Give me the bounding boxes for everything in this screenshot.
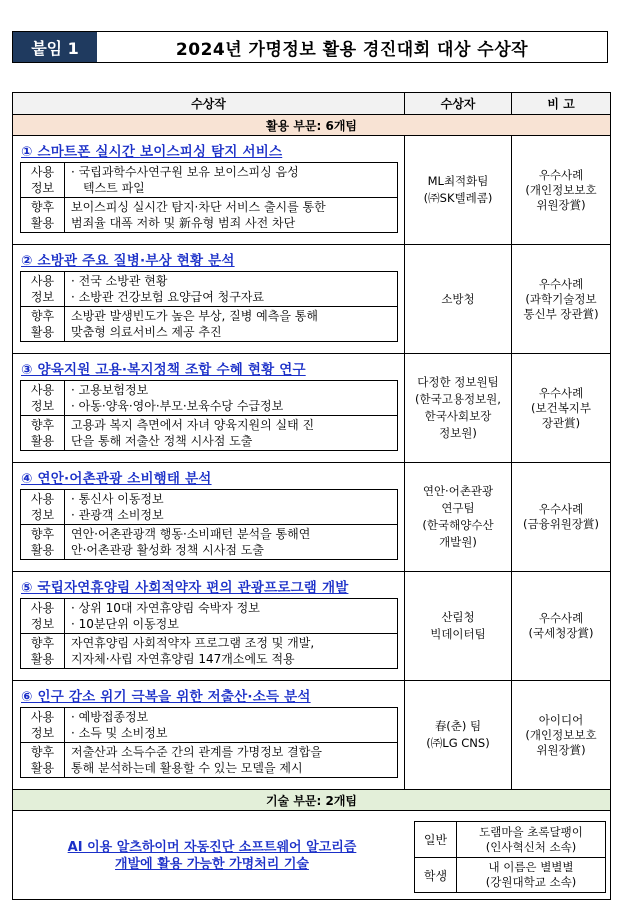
entry-note: 우수사례 (국세청장賞) bbox=[528, 611, 594, 640]
entry-winner: 春(춘) 팀 (㈜LG CNS) bbox=[405, 681, 512, 789]
data-section bbox=[21, 163, 397, 198]
plan-label: 향후 활용 bbox=[21, 198, 65, 232]
plan-label: 향후 활용 bbox=[21, 525, 65, 559]
data-text bbox=[65, 163, 397, 197]
data-item: · 상위 10대 자연휴양림 숙박자 정보 bbox=[71, 600, 391, 616]
data-item: · 소방관 건강보험 요양급여 청구자료 bbox=[71, 289, 391, 305]
data-section bbox=[21, 599, 397, 634]
data-item: · 소득 및 소비정보 bbox=[71, 725, 391, 741]
entry-detail-box bbox=[20, 598, 398, 669]
plan-line: 통해 분석하는데 활용할 수 있는 모델을 제시 bbox=[71, 761, 303, 775]
data-label: 사용 정보 bbox=[21, 490, 65, 524]
plan-line: 고용과 복지 측면에서 자녀 양육지원의 실태 진 bbox=[71, 418, 315, 432]
award-entry bbox=[13, 463, 610, 572]
entry-content bbox=[13, 354, 405, 462]
data-text bbox=[65, 599, 397, 633]
awards-table bbox=[12, 92, 611, 900]
data-text bbox=[65, 272, 397, 306]
data-section bbox=[21, 708, 397, 743]
data-item: · 국립과학수사연구원 보유 보이스피싱 음성 bbox=[71, 164, 391, 180]
entry-detail-box bbox=[20, 489, 398, 560]
plan-line: 보이스피싱 실시간 탐지·차단 서비스 출시를 통한 bbox=[71, 200, 326, 214]
award-entry bbox=[13, 572, 610, 681]
tech-entry-title: AI 이용 알츠하이머 자동진단 소프트웨어 알고리즘 개발에 활용 가능한 가명처리 기술 bbox=[67, 840, 357, 872]
attachment-tag: 붙임 1 bbox=[13, 32, 97, 62]
entry-detail-box bbox=[20, 707, 398, 778]
plan-text bbox=[65, 634, 397, 668]
data-label: 사용 정보 bbox=[21, 272, 65, 306]
award-row-student bbox=[415, 857, 605, 892]
data-section bbox=[21, 272, 397, 307]
plan-label: 향후 활용 bbox=[21, 416, 65, 450]
award-row-general bbox=[415, 822, 605, 857]
entry-title: ⑤ 국립자연휴양림 사회적약자 편의 관광프로그램 개발 bbox=[21, 580, 349, 596]
data-item: · 아동·양육·영아·부모·보육수당 수급정보 bbox=[71, 398, 391, 414]
data-text bbox=[65, 708, 397, 742]
plan-section bbox=[21, 416, 397, 450]
plan-section bbox=[21, 634, 397, 668]
data-item: · 10분단위 이동정보 bbox=[71, 616, 391, 632]
plan-line: 연안·어촌관광객 행동·소비패턴 분석을 통해연 bbox=[71, 527, 311, 541]
document-title-bar bbox=[12, 31, 608, 63]
data-label: 사용 정보 bbox=[21, 163, 65, 197]
award-winner: 내 이름은 별별별 (강원대학교 소속) bbox=[485, 860, 577, 889]
plan-label: 향후 활용 bbox=[21, 307, 65, 341]
document-title: 2024년 가명정보 활용 경진대회 대상 수상작 bbox=[175, 39, 529, 60]
data-label: 사용 정보 bbox=[21, 381, 65, 415]
plan-text bbox=[65, 743, 397, 777]
entry-note: 우수사례 (금융위원장賞) bbox=[522, 502, 600, 531]
data-item: · 예방접종정보 bbox=[71, 709, 391, 725]
plan-text bbox=[65, 198, 397, 232]
data-item: · 전국 소방관 현황 bbox=[71, 273, 391, 289]
entry-title: ① 스마트폰 실시간 보이스피싱 탐지 서비스 bbox=[21, 144, 283, 160]
plan-section bbox=[21, 307, 397, 341]
award-entry bbox=[13, 245, 610, 354]
plan-section bbox=[21, 198, 397, 232]
entry-winner: ML최적화팀 (㈜SK텔레콤) bbox=[405, 136, 512, 244]
table-header bbox=[13, 93, 610, 115]
data-item: 텍스트 파일 bbox=[83, 181, 145, 195]
plan-line: 범죄율 대폭 저하 및 新유형 범죄 사전 차단 bbox=[71, 216, 296, 230]
data-section bbox=[21, 381, 397, 416]
plan-line: 자연휴양림 사회적약자 프로그램 조정 및 개발, bbox=[71, 636, 315, 650]
data-label: 사용 정보 bbox=[21, 599, 65, 633]
entry-note: 우수사례 (개인정보보호 위원장賞) bbox=[525, 167, 597, 212]
data-item: · 고용보험정보 bbox=[71, 382, 391, 398]
entry-winner: 소방청 bbox=[405, 245, 512, 353]
entry-title: ⑥ 인구 감소 위기 극복을 위한 저출산·소득 분석 bbox=[21, 689, 311, 705]
entry-winner: 산림청 빅데이터팀 bbox=[405, 572, 512, 680]
section-technology: 기술 부문: 2개팀 bbox=[13, 790, 610, 811]
award-winner: 도램마을 초록달팽이 (인사혁신처 소속) bbox=[479, 824, 583, 854]
plan-line: 저출산과 소득수준 간의 관계를 가명정보 결합을 bbox=[71, 745, 322, 759]
plan-line: 소방관 발생빈도가 높은 부상, 질병 예측을 통해 bbox=[71, 309, 318, 323]
entry-title: ② 소방관 주요 질병·부상 현황 분석 bbox=[21, 253, 235, 269]
data-text bbox=[65, 490, 397, 524]
entry-winner: 연안·어촌관광 연구팀 (한국해양수산 개발원) bbox=[405, 463, 512, 571]
section-utilization: 활용 부문: 6개팀 bbox=[13, 115, 610, 136]
data-text bbox=[65, 381, 397, 415]
entry-detail-box bbox=[20, 271, 398, 342]
data-section bbox=[21, 490, 397, 525]
entry-detail-box bbox=[20, 380, 398, 451]
plan-text bbox=[65, 525, 397, 559]
entry-content bbox=[13, 245, 405, 353]
entry-detail-box bbox=[20, 162, 398, 233]
plan-section bbox=[21, 525, 397, 559]
data-item: · 관광객 소비정보 bbox=[71, 507, 391, 523]
plan-line: 맞춤형 의료서비스 제공 추진 bbox=[71, 325, 222, 339]
award-entry bbox=[13, 354, 610, 463]
award-label: 학생 bbox=[415, 858, 457, 892]
plan-label: 향후 활용 bbox=[21, 634, 65, 668]
entry-content bbox=[13, 572, 405, 680]
data-item: · 통신사 이동정보 bbox=[71, 491, 391, 507]
entry-winner: 다정한 정보원팀 (한국고용정보원, 한국사회보장 정보원) bbox=[405, 354, 512, 462]
plan-section bbox=[21, 743, 397, 777]
plan-text bbox=[65, 307, 397, 341]
award-entry bbox=[13, 136, 610, 245]
entry-note: 우수사례 (과학기술정보 통신부 장관賞) bbox=[523, 276, 599, 321]
header-work: 수상작 bbox=[13, 93, 405, 114]
plan-line: 안·어촌관광 활성화 정책 시사점 도출 bbox=[71, 543, 264, 557]
tech-award-box bbox=[414, 821, 606, 893]
data-label: 사용 정보 bbox=[21, 708, 65, 742]
entry-content bbox=[13, 136, 405, 244]
entry-note: 우수사례 (보건복지부 장관賞) bbox=[530, 385, 592, 430]
entry-content bbox=[13, 463, 405, 571]
entry-note: 아이디어 (개인정보보호 위원장賞) bbox=[525, 712, 597, 757]
award-entry bbox=[13, 681, 610, 790]
award-label: 일반 bbox=[415, 822, 457, 857]
entry-content bbox=[13, 681, 405, 789]
plan-text bbox=[65, 416, 397, 450]
header-winner: 수상자 bbox=[405, 93, 512, 114]
plan-label: 향후 활용 bbox=[21, 743, 65, 777]
entry-title: ③ 양육지원 고용·복지정책 조합 수혜 현황 연구 bbox=[21, 362, 306, 378]
plan-line: 지자체·사립 자연휴양림 147개소에도 적용 bbox=[71, 652, 295, 666]
entry-title: ④ 연안·어촌관광 소비행태 분석 bbox=[21, 471, 212, 487]
tech-entry bbox=[13, 811, 610, 901]
header-note: 비 고 bbox=[547, 97, 575, 111]
plan-line: 단을 통해 저출산 정책 시사점 도출 bbox=[71, 434, 253, 448]
